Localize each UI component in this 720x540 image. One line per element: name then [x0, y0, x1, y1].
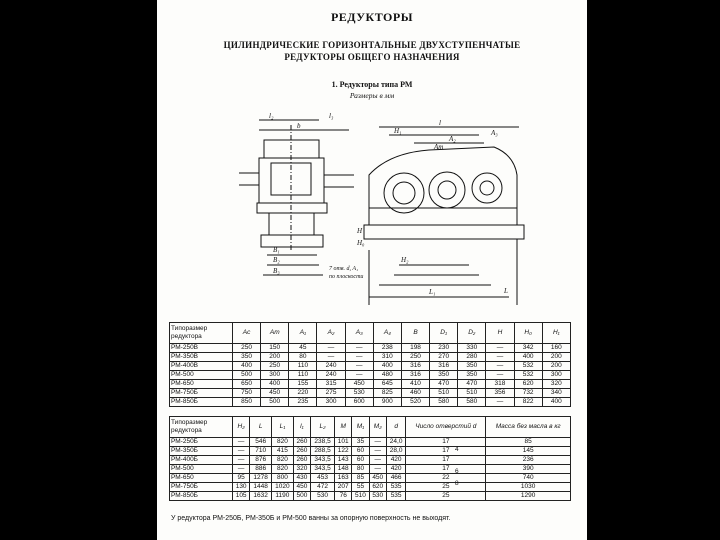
dim-label-l1: L₁ [429, 288, 436, 296]
table-cell: — [233, 465, 250, 474]
table-cell: 400 [261, 380, 289, 389]
table-cell: 148 [335, 465, 352, 474]
table-header: H [486, 323, 514, 344]
table-cell: 350 [458, 371, 486, 380]
table-cell: — [317, 353, 345, 362]
table-header: B [401, 323, 429, 344]
front-view [364, 127, 524, 305]
table-header: H₀ [514, 323, 542, 344]
table-cell: 356 [486, 389, 514, 398]
table-cell: 250 [401, 353, 429, 362]
table-cell: — [233, 438, 250, 447]
table-cell: 55 [352, 483, 369, 492]
table-cell: 470 [430, 380, 458, 389]
table-cell: 260 [293, 456, 310, 465]
table-cell: РМ-750Б [170, 389, 233, 398]
table-cell: 732 [514, 389, 542, 398]
table-cell: 17 [406, 465, 486, 474]
table-1-header-row [170, 323, 571, 344]
table-cell: 1290 [486, 492, 571, 501]
table-cell: 28,0 [386, 447, 406, 456]
table-cell: 280 [458, 353, 486, 362]
table-header: l₁ [293, 417, 310, 438]
table-cell: 45 [289, 344, 317, 353]
table-cell: — [369, 438, 386, 447]
table-cell: 330 [458, 344, 486, 353]
table-cell: — [345, 353, 373, 362]
hole-count-value: 6 [455, 468, 459, 475]
table-cell: 275 [317, 389, 345, 398]
table-header: M₁ [352, 417, 369, 438]
table-cell: 450 [293, 483, 310, 492]
table-cell: 520 [401, 398, 429, 407]
table-row [170, 353, 571, 362]
table-2-header-row [170, 417, 571, 438]
dimensions-table-1 [169, 322, 571, 407]
table-cell: 532 [514, 362, 542, 371]
dim-label-b: b [297, 122, 301, 130]
table-cell: 35 [352, 438, 369, 447]
left-black-margin [0, 0, 157, 540]
table-cell: 320 [293, 465, 310, 474]
table-header: Aт [261, 323, 289, 344]
table-cell: 260 [293, 438, 310, 447]
table-cell: 410 [401, 380, 429, 389]
table-cell: 350 [430, 371, 458, 380]
hole-count-value: 8 [455, 480, 459, 487]
table-cell: 453 [311, 474, 335, 483]
table-cell: 480 [373, 371, 401, 380]
table-cell: 240 [317, 371, 345, 380]
table-cell: — [345, 362, 373, 371]
table-cell: РМ-750Б [170, 483, 233, 492]
gearbox-technical-drawing [229, 105, 529, 310]
dim-label-b1: B₁ [273, 246, 280, 254]
table-cell: — [369, 465, 386, 474]
dim-label-h1: H₁ [394, 127, 402, 135]
table-cell: 17 [406, 447, 486, 456]
dim-label-a3: A₃ [491, 129, 498, 137]
table-cell: 300 [542, 371, 570, 380]
table-cell: 110 [289, 371, 317, 380]
table-row [170, 447, 571, 456]
table-cell: РМ-650 [170, 474, 233, 483]
table-cell: 122 [335, 447, 352, 456]
table-cell: 24,0 [386, 438, 406, 447]
table-cell: 315 [317, 380, 345, 389]
table-cell: 60 [352, 447, 369, 456]
table-cell: 886 [250, 465, 272, 474]
table-header: Типоразмер редуктора [170, 323, 233, 344]
table-cell: 270 [430, 353, 458, 362]
table-header: A₃ [345, 323, 373, 344]
table-cell: 85 [352, 474, 369, 483]
table-cell: 316 [401, 371, 429, 380]
table-header: M [335, 417, 352, 438]
document-page [157, 0, 587, 540]
footnote: У редуктора РМ-250Б, РМ-350Б и РМ-500 ванны за опорную поверхность не выходят. [171, 515, 451, 522]
table-cell: 220 [289, 389, 317, 398]
table-header: A₁ [289, 323, 317, 344]
table-cell: 350 [233, 353, 261, 362]
table-cell: 472 [311, 483, 335, 492]
dim-label-ar: Aт [434, 143, 444, 151]
table-cell: 530 [311, 492, 335, 501]
table-caption: 1. Редукторы типа РМ [331, 80, 413, 89]
table-cell: 200 [261, 353, 289, 362]
table-cell: 510 [352, 492, 369, 501]
side-view [239, 120, 354, 275]
table-cell: 238 [373, 344, 401, 353]
table-cell: 400 [233, 362, 261, 371]
table-cell: 470 [458, 380, 486, 389]
table-cell: 25 [406, 483, 486, 492]
page-title: РЕДУКТОРЫ [330, 10, 414, 24]
table-cell: 343,5 [311, 456, 335, 465]
table-cell: РМ-400В [170, 362, 233, 371]
table-cell: 500 [261, 398, 289, 407]
table-cell: 420 [386, 465, 406, 474]
table-cell: 150 [261, 344, 289, 353]
table-header: D₁ [430, 323, 458, 344]
table-cell: 820 [272, 438, 294, 447]
dim-label-l-cap: L [504, 287, 508, 295]
table-cell: 510 [430, 389, 458, 398]
table-cell: — [345, 371, 373, 380]
table-cell: 535 [386, 483, 406, 492]
table-header: L [250, 417, 272, 438]
table-cell: 80 [289, 353, 317, 362]
table-row [170, 492, 571, 501]
table-cell: 1190 [272, 492, 294, 501]
table-cell: — [369, 456, 386, 465]
table-cell: 316 [401, 362, 429, 371]
dim-label-h: H [357, 227, 363, 235]
table-cell: 236 [486, 456, 571, 465]
table-cell: 876 [250, 456, 272, 465]
dim-label-a2: A₂ [449, 135, 456, 143]
table-cell: 130 [233, 483, 250, 492]
table-cell: 546 [250, 438, 272, 447]
table-header: Типоразмер редуктора [170, 417, 233, 438]
table-cell: 316 [430, 362, 458, 371]
table-cell: 80 [352, 465, 369, 474]
holes-note-line-2: по плоскости [329, 274, 364, 280]
subtitle-line-2: РЕДУКТОРЫ ОБЩЕГО НАЗНАЧЕНИЯ [284, 52, 460, 62]
table-cell: 645 [373, 380, 401, 389]
table-cell: 350 [458, 362, 486, 371]
table-cell: 163 [335, 474, 352, 483]
table-cell: 740 [486, 474, 571, 483]
table-cell: 198 [401, 344, 429, 353]
table-row [170, 362, 571, 371]
table-cell: 343,5 [311, 465, 335, 474]
table-cell: 160 [542, 344, 570, 353]
table-cell: 240 [317, 362, 345, 371]
subtitle-line-1: ЦИЛИНДРИЧЕСКИЕ ГОРИЗОНТАЛЬНЫЕ ДВУХСТУПЕНЧАТЫЕ [223, 40, 521, 50]
table-cell: 500 [233, 371, 261, 380]
table-cell: 390 [486, 465, 571, 474]
table-cell: — [486, 344, 514, 353]
table-header: d [386, 417, 406, 438]
table-cell: 155 [289, 380, 317, 389]
table-cell: 320 [542, 380, 570, 389]
table-cell: 710 [250, 447, 272, 456]
table-cell: 1632 [250, 492, 272, 501]
table-cell: 600 [345, 398, 373, 407]
table-cell: 820 [272, 456, 294, 465]
table-cell: 235 [289, 398, 317, 407]
table-header: A₄ [373, 323, 401, 344]
table-cell: 143 [335, 456, 352, 465]
table-cell: 76 [335, 492, 352, 501]
table-cell: 850 [233, 398, 261, 407]
table-row [170, 389, 571, 398]
table-cell: 900 [373, 398, 401, 407]
table-cell: 400 [373, 362, 401, 371]
table-cell: 1020 [272, 483, 294, 492]
table-cell: 450 [345, 380, 373, 389]
table-header: L₂ [311, 417, 335, 438]
table-cell: — [345, 344, 373, 353]
table-cell: — [233, 447, 250, 456]
table-header: M₂ [369, 417, 386, 438]
table-header: Aс [233, 323, 261, 344]
dim-label-h2: H₂ [401, 256, 409, 264]
table-cell: 822 [514, 398, 542, 407]
table-cell: 400 [542, 398, 570, 407]
table-cell: 450 [369, 474, 386, 483]
table-cell: РМ-250Б [170, 438, 233, 447]
table-header: H₂ [233, 417, 250, 438]
table-row [170, 456, 571, 465]
dim-label-l2: l₂ [269, 112, 274, 120]
table-cell: 22 [406, 474, 486, 483]
table-row [170, 483, 571, 492]
table-row [170, 438, 571, 447]
dim-label-b3: B₃ [273, 267, 280, 275]
table-cell: 415 [272, 447, 294, 456]
table-cell: 200 [542, 362, 570, 371]
dimensions-table-2 [169, 416, 571, 501]
table-cell: 288,5 [311, 447, 335, 456]
holes-note-line-1: 7 отв. d, A₁ [329, 266, 359, 272]
table-cell: 650 [233, 380, 261, 389]
table-cell: 342 [514, 344, 542, 353]
table-cell: — [486, 362, 514, 371]
table-cell: 200 [542, 353, 570, 362]
dim-label-b2: B₂ [273, 256, 280, 264]
table-cell: 207 [335, 483, 352, 492]
table-header: L₁ [272, 417, 294, 438]
table-cell: 310 [373, 353, 401, 362]
table-cell: РМ-650 [170, 380, 233, 389]
table-cell: 340 [542, 389, 570, 398]
table-cell: РМ-850Б [170, 398, 233, 407]
table-cell: 510 [458, 389, 486, 398]
hole-count-value: 4 [455, 446, 459, 453]
table-cell: 820 [272, 465, 294, 474]
table-cell: 110 [289, 362, 317, 371]
table-row [170, 380, 571, 389]
table-cell: 145 [486, 447, 571, 456]
table-cell: — [369, 447, 386, 456]
table-header: Масса без масла в кг [486, 417, 571, 438]
table-cell: 105 [233, 492, 250, 501]
table-header: Число отверстий d [406, 417, 486, 438]
table-cell: РМ-850Б [170, 492, 233, 501]
table-cell: 250 [261, 362, 289, 371]
table-cell: 101 [335, 438, 352, 447]
units-caption: Размеры в мм [349, 91, 395, 100]
table-row [170, 465, 571, 474]
table-cell: 535 [386, 492, 406, 501]
table-cell: 300 [317, 398, 345, 407]
table-cell: 532 [514, 371, 542, 380]
table-cell: РМ-500 [170, 465, 233, 474]
table-cell: 318 [486, 380, 514, 389]
table-cell: — [233, 456, 250, 465]
table-row [170, 474, 571, 483]
table-cell: 530 [345, 389, 373, 398]
table-cell: 25 [406, 492, 486, 501]
table-cell: 580 [458, 398, 486, 407]
right-black-margin [587, 0, 720, 540]
table-cell: — [486, 353, 514, 362]
table-cell: 530 [369, 492, 386, 501]
table-cell: РМ-500 [170, 371, 233, 380]
table-cell: 85 [486, 438, 571, 447]
table-cell: 750 [233, 389, 261, 398]
table-header: A₂ [317, 323, 345, 344]
table-cell: РМ-400Б [170, 456, 233, 465]
table-cell: 17 [406, 438, 486, 447]
table-cell: 60 [352, 456, 369, 465]
table-row [170, 398, 571, 407]
table-cell: — [317, 344, 345, 353]
table-cell: 460 [401, 389, 429, 398]
table-cell: 238,5 [311, 438, 335, 447]
dim-label-l3: l₃ [329, 112, 334, 120]
table-cell: 466 [386, 474, 406, 483]
table-cell: РМ-350В [170, 353, 233, 362]
table-row [170, 371, 571, 380]
table-cell: 300 [261, 371, 289, 380]
table-cell: 500 [293, 492, 310, 501]
table-cell: 260 [293, 447, 310, 456]
table-cell: 17 [406, 456, 486, 465]
table-cell: — [486, 371, 514, 380]
table-header: H₁ [542, 323, 570, 344]
table-cell: 430 [293, 474, 310, 483]
table-row [170, 344, 571, 353]
table-cell: 1448 [250, 483, 272, 492]
table-cell: 800 [272, 474, 294, 483]
dim-label-l: l [439, 119, 441, 127]
table-cell: 400 [514, 353, 542, 362]
table-cell: 620 [514, 380, 542, 389]
table-cell: 620 [369, 483, 386, 492]
table-cell: 1030 [486, 483, 571, 492]
table-cell: 450 [261, 389, 289, 398]
table-cell: 580 [430, 398, 458, 407]
table-cell: 825 [373, 389, 401, 398]
table-cell: 1278 [250, 474, 272, 483]
table-cell: 230 [430, 344, 458, 353]
table-cell: 420 [386, 456, 406, 465]
dim-label-h0: H₀ [357, 239, 365, 247]
table-cell: 250 [233, 344, 261, 353]
table-header: D₂ [458, 323, 486, 344]
table-cell: 95 [233, 474, 250, 483]
table-cell: РМ-250В [170, 344, 233, 353]
table-cell: — [486, 398, 514, 407]
table-cell: РМ-350Б [170, 447, 233, 456]
